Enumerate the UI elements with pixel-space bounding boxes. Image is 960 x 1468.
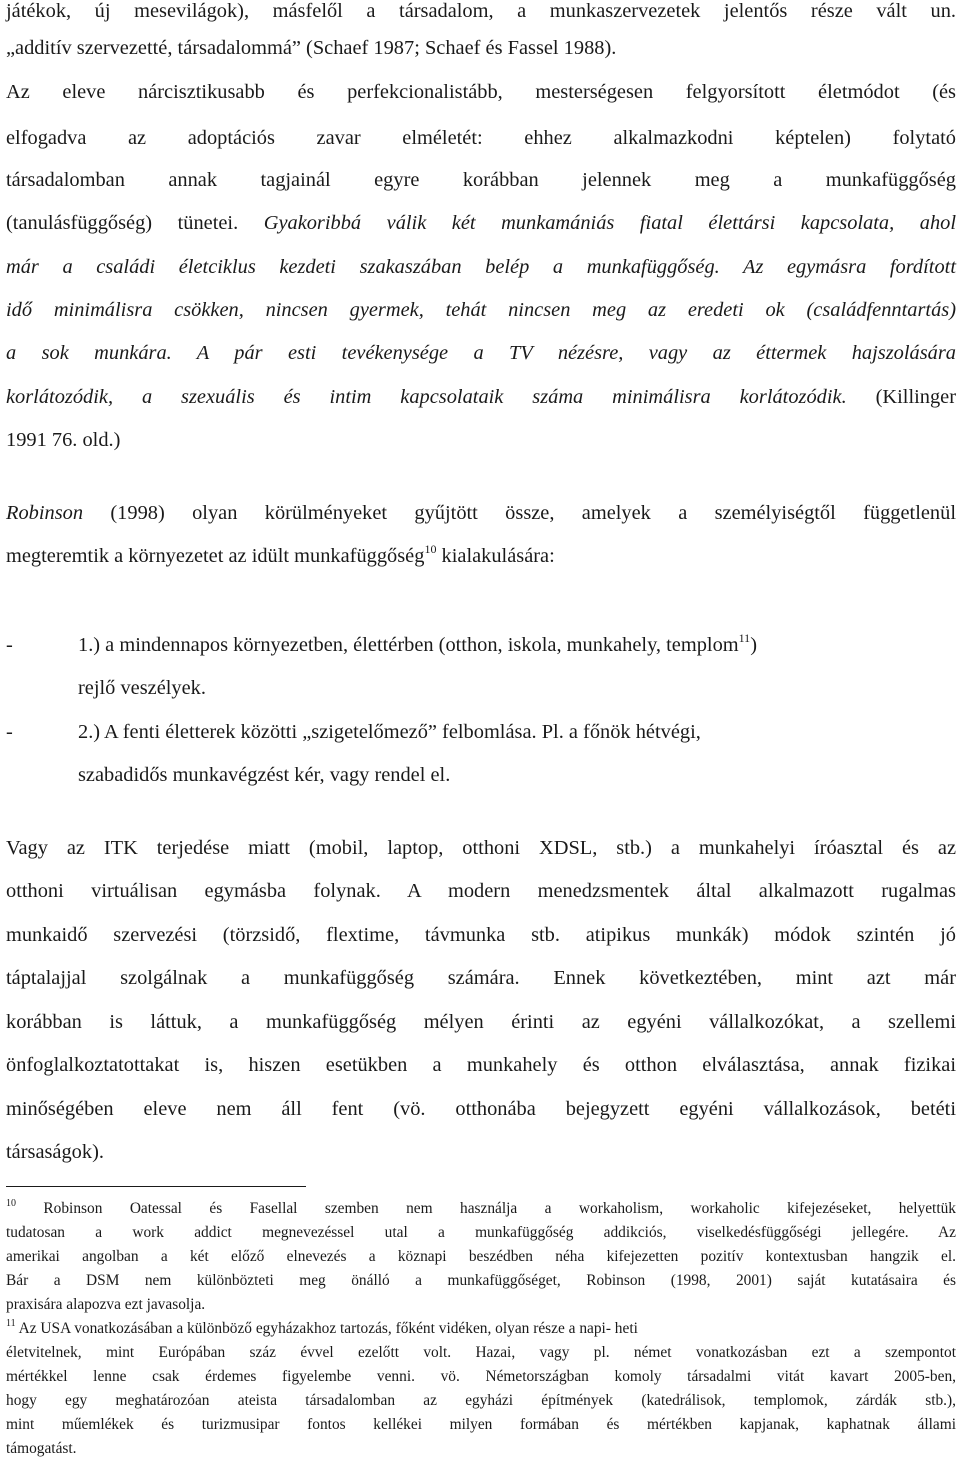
footnote-line: amerikai angolban a két előző elnevezés a köznapi beszédben néha kifejezetten pozitív kontextusban hangzik el. (6, 1248, 956, 1265)
body-text-span: (1998) olyan körülményeket gyűjtött össze, amelyek a személyiségtől függetlenül (83, 502, 956, 524)
list-item: 2.) A fenti életterek közötti „szigetelőmező” felbomlása. Pl. a főnök hétvégi, (78, 721, 701, 743)
body-text-line (6, 502, 956, 525)
footnote-marker: 11 (6, 1318, 16, 1329)
list-item-continuation: rejlő veszélyek. (78, 677, 206, 699)
footnote-marker: 10 (6, 1198, 16, 1209)
body-text-line (6, 212, 956, 235)
author-name: Robinson (6, 502, 84, 524)
footnote-line: mértékkel lenne csak érdemes figyelembe venni. vö. Németországban komoly társadalmi vitát kavart 2005-ben, (6, 1368, 956, 1385)
body-text-line: önfoglalkoztatottakat is, hiszen esetükben a munkahely és otthon elválasztása, annak fizikai (6, 1054, 956, 1076)
body-text-line: társadalomban annak tagjainál egyre korábban jelennek meg a munkafüggőség (6, 169, 956, 191)
list-bullet: - (6, 721, 13, 743)
footnote-line: praxisára alapozva ezt javasolja. (6, 1296, 206, 1313)
italic-text-span: már a családi életciklus kezdeti szakaszában belép a munkafüggőség. (6, 256, 720, 278)
list-item-text: ) (750, 634, 757, 656)
body-text-line: minőségében eleve nem áll fent (vö. otthonába bejegyzett egyéni vállalkozások, betéti (6, 1098, 956, 1120)
body-text-line: játékok, új mesevilágok), másfelől a társadalom, a munkaszervezetek jelentős része vált un. (6, 0, 956, 22)
italic-text-span: Gyakoribbá válik két munkamániás fiatal élettársi kapcsolata, ahol (263, 212, 956, 234)
body-text-line: Vagy az ITK terjedése miatt (mobil, laptop, otthoni XDSL, stb.) a munkahelyi íróasztal és az (6, 837, 956, 859)
body-text-line: 1991 76. old.) (6, 429, 121, 451)
body-text-line (6, 542, 956, 568)
footnote-reference[interactable]: 10 (424, 542, 437, 556)
body-text-line: idő minimálisra csökken, nincsen gyermek, tehát nincsen meg az eredeti ok (családfenntartás) (6, 299, 956, 321)
body-text-line (6, 386, 956, 409)
footnote-line: hogy egy meghatározóan ateista társadalomban az egyházi építmények (katedrálisok, templomok, zárdák stb.), (6, 1392, 956, 1409)
footnote-text: Robinson Oatessal és Fasellal szemben nem használja a workaholism, workaholic kifejezéseket, helyettük (16, 1200, 956, 1217)
body-text-line: munkaidő szervezési (törzsidő, flextime, távmunka stb. atipikus munkák) módok szintén jó (6, 924, 956, 946)
body-text-span: megteremtik a környezetet az idült munkafüggőség (6, 545, 425, 567)
footnote-line: mint műemlékek és turizmusipar fontos kellékei milyen formában és mértékben kapjanak, kaphatnak állami (6, 1416, 956, 1433)
body-text-span: kialakulására: (436, 545, 555, 567)
body-text-line (6, 342, 956, 365)
italic-text-span: a sok munkára. (6, 342, 172, 364)
body-text-line: otthoni virtuálisan egymásba folynak. A modern menedzsmentek által alkalmazott rugalmas (6, 880, 956, 902)
body-text-span: (Killinger (846, 386, 957, 408)
list-item-text: 1.) a mindennapos környezetben, élettérben (otthon, iskola, munkahely, templom (78, 634, 739, 656)
body-text-line: elfogadva az adoptációs zavar elméletét: ehhez alkalmazkodni képtelen) folytató (6, 127, 956, 149)
italic-text-span: korlátozódik, a szexuális és intim kapcsolataik száma minimálisra korlátozódik. (6, 386, 847, 408)
list-bullet: - (6, 634, 13, 656)
body-text-line: korábban is láttuk, a munkafüggőség mélyen érinti az egyéni vállalkozókat, a szellemi (6, 1011, 956, 1033)
body-text-line: Az eleve nárcisztikusabb és perfekcionalistább, mesterségesen felgyorsított életmódot (és (6, 81, 956, 103)
italic-text-span: A pár esti tevékenysége a TV nézésre, vagy az éttermek hajszolására (171, 342, 956, 364)
footnote-line: támogatást. (6, 1440, 77, 1457)
footnote-line: életvitelnek, mint Európában száz évvel ezelőtt volt. Hazai, vagy pl. német vonatkozásban ezt a szempontot (6, 1344, 956, 1361)
footnote-line: tudatosan a work addict megnevezéssel utal a munkafüggőség addikciós, viselkedésfüggőségi jellegére. Az (6, 1224, 956, 1241)
list-item (78, 631, 757, 657)
italic-text-span: Az egymásra fordított (719, 256, 956, 278)
footnote-separator (6, 1186, 306, 1187)
body-text-line (6, 256, 956, 279)
footnote-reference[interactable]: 11 (738, 631, 751, 645)
body-text-line: társaságok). (6, 1141, 104, 1163)
footnote-10 (6, 1200, 956, 1218)
footnote-text: Az USA vonatkozásában a különböző egyházakhoz tartozás, főként vidéken, olyan része a napi- heti (15, 1320, 638, 1337)
body-text-line: táptalajjal szolgálnak a munkafüggőség számára. Ennek következtében, mint azt már (6, 967, 956, 989)
footnote-line: Bár a DSM nem különbözteti meg önálló a munkafüggőséget, Robinson (1998, 2001) saját kutatásaira és (6, 1272, 956, 1289)
body-text-line: „additív szervezetté, társadalommá” (Schaef 1987; Schaef és Fassel 1988). (6, 37, 617, 59)
footnote-11 (6, 1320, 956, 1338)
body-text-span: (tanulásfüggőség) tünetei. (6, 212, 264, 234)
list-item-continuation: szabadidős munkavégzést kér, vagy rendel el. (78, 764, 451, 786)
